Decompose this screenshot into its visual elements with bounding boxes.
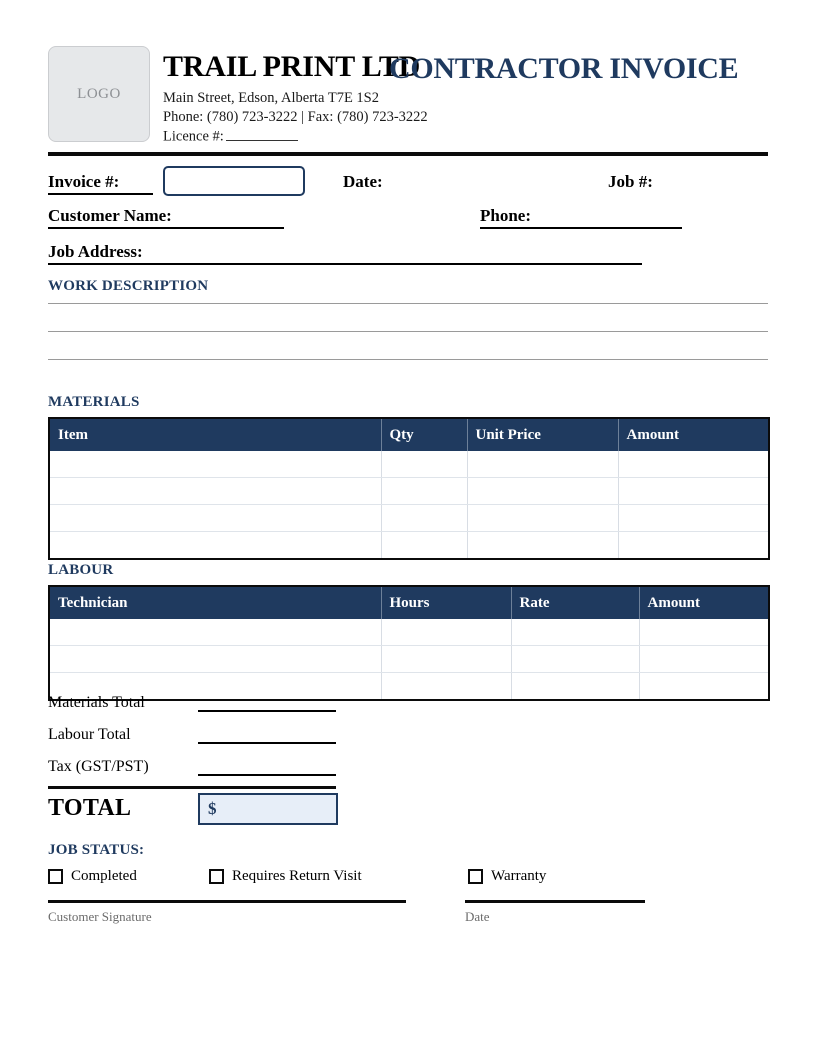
materials-cell-item[interactable] xyxy=(49,451,381,478)
tax-label: Tax (GST/PST) xyxy=(48,758,149,775)
checkbox-icon[interactable] xyxy=(209,869,224,884)
table-row xyxy=(49,505,769,532)
licence-row xyxy=(163,128,298,145)
checkbox-completed-label: Completed xyxy=(71,868,137,884)
labour-cell-rate[interactable] xyxy=(511,646,639,673)
job-number-label: Job #: xyxy=(608,172,653,191)
table-row xyxy=(49,619,769,646)
labour-cell-amount[interactable] xyxy=(639,619,769,646)
licence-label: Licence #: xyxy=(163,128,224,145)
customer-signature-caption: Customer Signature xyxy=(48,909,152,924)
job-address-label: Job Address: xyxy=(48,242,642,265)
header-divider xyxy=(48,152,768,156)
materials-cell-amount[interactable] xyxy=(618,451,769,478)
tax-line[interactable] xyxy=(198,774,336,776)
materials-cell-qty[interactable] xyxy=(381,532,467,560)
materials-col-qty: Qty xyxy=(381,418,467,451)
phone-label: Phone: xyxy=(480,206,682,229)
materials-col-item: Item xyxy=(49,418,381,451)
company-name: TRAIL PRINT LTD xyxy=(163,50,421,83)
document-title: CONTRACTOR INVOICE xyxy=(389,52,739,85)
materials-table-header-row xyxy=(49,418,769,451)
labour-cell-rate[interactable] xyxy=(511,619,639,646)
table-row xyxy=(49,646,769,673)
labour-cell-rate[interactable] xyxy=(511,673,639,701)
materials-cell-unit-price[interactable] xyxy=(467,532,618,560)
table-row xyxy=(49,673,769,701)
work-description-line-2[interactable] xyxy=(48,331,768,332)
checkbox-icon[interactable] xyxy=(468,869,483,884)
labour-col-amount: Amount xyxy=(639,586,769,619)
labour-total-line[interactable] xyxy=(198,742,336,744)
checkbox-completed[interactable] xyxy=(48,868,137,885)
labour-heading: LABOUR xyxy=(48,562,114,578)
materials-cell-qty[interactable] xyxy=(381,451,467,478)
currency-symbol: $ xyxy=(208,799,217,818)
labour-table xyxy=(48,585,770,701)
labour-col-technician: Technician xyxy=(49,586,381,619)
licence-blank-line[interactable] xyxy=(226,128,298,141)
logo-text: LOGO xyxy=(77,85,121,102)
labour-cell-amount[interactable] xyxy=(639,673,769,701)
table-row xyxy=(49,532,769,560)
customer-name-label: Customer Name: xyxy=(48,206,284,229)
table-row xyxy=(49,451,769,478)
invoice-number-label: Invoice #: xyxy=(48,172,153,195)
materials-total-line[interactable] xyxy=(198,710,336,712)
company-contact: Phone: (780) 723-3222 | Fax: (780) 723-3222 xyxy=(163,109,428,125)
work-description-line-3[interactable] xyxy=(48,359,768,360)
total-label: TOTAL xyxy=(48,795,132,821)
labour-cell-amount[interactable] xyxy=(639,646,769,673)
checkbox-warranty[interactable] xyxy=(468,868,546,885)
materials-cell-amount[interactable] xyxy=(618,478,769,505)
labour-cell-hours[interactable] xyxy=(381,673,511,701)
signature-date-line[interactable] xyxy=(465,900,645,903)
materials-cell-item[interactable] xyxy=(49,532,381,560)
labour-cell-technician[interactable] xyxy=(49,646,381,673)
date-label: Date: xyxy=(343,172,383,191)
labour-cell-hours[interactable] xyxy=(381,619,511,646)
signature-date-caption: Date xyxy=(465,909,490,924)
labour-cell-hours[interactable] xyxy=(381,646,511,673)
materials-cell-unit-price[interactable] xyxy=(467,505,618,532)
labour-total-label: Labour Total xyxy=(48,726,131,743)
materials-cell-amount[interactable] xyxy=(618,532,769,560)
materials-cell-unit-price[interactable] xyxy=(467,451,618,478)
table-row xyxy=(49,478,769,505)
labour-col-hours: Hours xyxy=(381,586,511,619)
totals-divider xyxy=(48,786,336,789)
materials-cell-item[interactable] xyxy=(49,505,381,532)
materials-cell-unit-price[interactable] xyxy=(467,478,618,505)
materials-cell-item[interactable] xyxy=(49,478,381,505)
materials-col-unit-price: Unit Price xyxy=(467,418,618,451)
materials-heading: MATERIALS xyxy=(48,394,140,410)
invoice-number-input[interactable] xyxy=(163,166,305,196)
logo-placeholder xyxy=(48,46,150,142)
total-amount-input[interactable] xyxy=(198,793,338,825)
customer-signature-line[interactable] xyxy=(48,900,406,903)
materials-total-label: Materials Total xyxy=(48,694,145,711)
job-status-heading: JOB STATUS: xyxy=(48,842,145,858)
labour-cell-technician[interactable] xyxy=(49,619,381,646)
checkbox-icon[interactable] xyxy=(48,869,63,884)
work-description-heading: WORK DESCRIPTION xyxy=(48,278,209,294)
materials-cell-qty[interactable] xyxy=(381,505,467,532)
materials-cell-amount[interactable] xyxy=(618,505,769,532)
labour-col-rate: Rate xyxy=(511,586,639,619)
company-address: Main Street, Edson, Alberta T7E 1S2 xyxy=(163,90,379,106)
labour-table-header-row xyxy=(49,586,769,619)
checkbox-requires-return-visit[interactable] xyxy=(209,868,362,885)
work-description-line-1[interactable] xyxy=(48,303,768,304)
materials-cell-qty[interactable] xyxy=(381,478,467,505)
materials-table xyxy=(48,417,770,560)
checkbox-requires-return-visit-label: Requires Return Visit xyxy=(232,868,362,884)
materials-col-amount: Amount xyxy=(618,418,769,451)
checkbox-warranty-label: Warranty xyxy=(491,868,547,884)
